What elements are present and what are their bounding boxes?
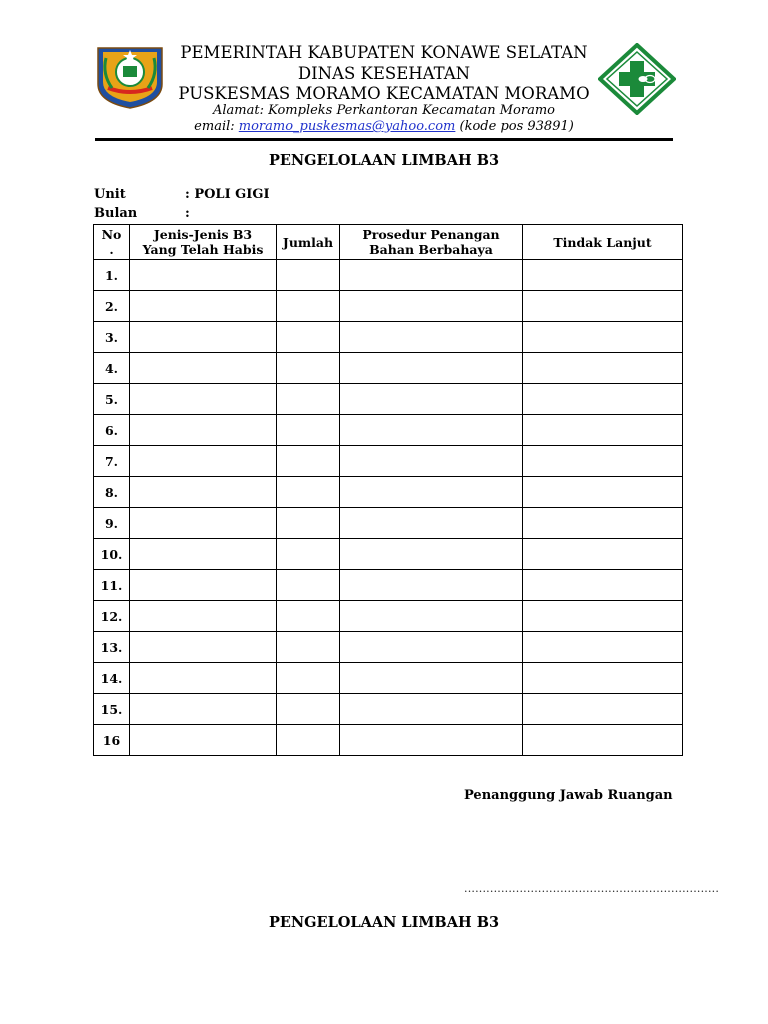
table-row <box>94 477 683 508</box>
cell-jenis[interactable] <box>130 477 277 508</box>
cell-prosedur[interactable] <box>340 508 523 539</box>
cell-jumlah[interactable] <box>277 446 340 477</box>
cell-prosedur[interactable] <box>340 632 523 663</box>
table-row <box>94 446 683 477</box>
table-row <box>94 539 683 570</box>
table-row <box>94 663 683 694</box>
header-divider <box>95 138 673 141</box>
row-number: 12. <box>94 601 130 632</box>
table-row <box>94 694 683 725</box>
row-number: 10. <box>94 539 130 570</box>
cell-jumlah[interactable] <box>277 353 340 384</box>
cell-tindak[interactable] <box>523 446 683 477</box>
header-line-puskesmas: PUSKESMAS MORAMO KECAMATAN MORAMO <box>178 84 590 103</box>
header-no: No . <box>94 225 130 260</box>
cell-tindak[interactable] <box>523 384 683 415</box>
cell-prosedur[interactable] <box>340 694 523 725</box>
header-jumlah: Jumlah <box>277 225 340 260</box>
cell-jumlah[interactable] <box>277 384 340 415</box>
cell-prosedur[interactable] <box>340 477 523 508</box>
cell-jumlah[interactable] <box>277 291 340 322</box>
header-line-department: DINAS KESEHATAN <box>297 64 471 83</box>
cell-jumlah[interactable] <box>277 260 340 291</box>
cell-tindak[interactable] <box>523 415 683 446</box>
cell-jenis[interactable] <box>130 322 277 353</box>
cell-prosedur[interactable] <box>340 291 523 322</box>
cell-jumlah[interactable] <box>277 570 340 601</box>
cell-jumlah[interactable] <box>277 601 340 632</box>
cell-tindak[interactable] <box>523 260 683 291</box>
cell-prosedur[interactable] <box>340 601 523 632</box>
cell-tindak[interactable] <box>523 291 683 322</box>
signature-line: ..................................................................... <box>464 882 720 895</box>
table-row <box>94 260 683 291</box>
cell-jenis[interactable] <box>130 291 277 322</box>
postal-code: (kode pos 93891) <box>459 119 574 134</box>
cell-jumlah[interactable] <box>277 508 340 539</box>
cell-jumlah[interactable] <box>277 663 340 694</box>
cell-prosedur[interactable] <box>340 353 523 384</box>
cell-prosedur[interactable] <box>340 570 523 601</box>
email-link[interactable]: moramo_puskesmas@yahoo.com <box>238 119 456 134</box>
cell-jumlah[interactable] <box>277 477 340 508</box>
cell-prosedur[interactable] <box>340 663 523 694</box>
document-title: PENGELOLAAN LIMBAH B3 <box>268 152 500 169</box>
cell-tindak[interactable] <box>523 663 683 694</box>
cell-jenis[interactable] <box>130 632 277 663</box>
cell-tindak[interactable] <box>523 601 683 632</box>
cell-jenis[interactable] <box>130 384 277 415</box>
row-number: 11. <box>94 570 130 601</box>
table-row <box>94 570 683 601</box>
row-number: 8. <box>94 477 130 508</box>
cell-jenis[interactable] <box>130 260 277 291</box>
cell-prosedur[interactable] <box>340 415 523 446</box>
cell-prosedur[interactable] <box>340 384 523 415</box>
cell-prosedur[interactable] <box>340 260 523 291</box>
cell-jumlah[interactable] <box>277 415 340 446</box>
table-row <box>94 291 683 322</box>
table-row <box>94 384 683 415</box>
cell-jenis[interactable] <box>130 570 277 601</box>
row-number: 15. <box>94 694 130 725</box>
cell-jenis[interactable] <box>130 508 277 539</box>
bulan-value: : <box>185 206 190 221</box>
table-row <box>94 725 683 756</box>
cell-tindak[interactable] <box>523 570 683 601</box>
cell-jenis[interactable] <box>130 539 277 570</box>
signature-label: Penanggung Jawab Ruangan <box>464 788 673 803</box>
table-row <box>94 322 683 353</box>
row-number: 3. <box>94 322 130 353</box>
cell-jenis[interactable] <box>130 446 277 477</box>
unit-field <box>94 187 270 202</box>
table-row <box>94 508 683 539</box>
bulan-field <box>94 206 190 221</box>
cell-jumlah[interactable] <box>277 322 340 353</box>
row-number: 5. <box>94 384 130 415</box>
cell-jenis[interactable] <box>130 415 277 446</box>
cell-prosedur[interactable] <box>340 539 523 570</box>
row-number: 14. <box>94 663 130 694</box>
cell-tindak[interactable] <box>523 322 683 353</box>
header-prosedur: Prosedur Penangan Bahan Berbahaya <box>340 225 523 260</box>
row-number: 16 <box>94 725 130 756</box>
row-number: 4. <box>94 353 130 384</box>
table-row <box>94 415 683 446</box>
cell-tindak[interactable] <box>523 694 683 725</box>
cell-jenis[interactable] <box>130 694 277 725</box>
cell-jumlah[interactable] <box>277 632 340 663</box>
cell-tindak[interactable] <box>523 477 683 508</box>
cell-prosedur[interactable] <box>340 725 523 756</box>
row-number: 1. <box>94 260 130 291</box>
email-label: email: <box>194 119 235 134</box>
cell-jenis[interactable] <box>130 663 277 694</box>
header-address: Alamat: Kompleks Perkantoran Kecamatan Moramo <box>213 103 555 118</box>
cell-tindak[interactable] <box>523 539 683 570</box>
header-contact <box>0 119 768 134</box>
cell-jenis[interactable] <box>130 353 277 384</box>
cell-prosedur[interactable] <box>340 322 523 353</box>
cell-prosedur[interactable] <box>340 446 523 477</box>
cell-jenis[interactable] <box>130 601 277 632</box>
unit-label: Unit <box>94 187 126 202</box>
cell-jenis[interactable] <box>130 725 277 756</box>
waste-table <box>93 224 683 756</box>
row-number: 9. <box>94 508 130 539</box>
table-row <box>94 632 683 663</box>
cell-tindak[interactable] <box>523 353 683 384</box>
bulan-label: Bulan <box>94 206 138 221</box>
row-number: 6. <box>94 415 130 446</box>
table-row <box>94 353 683 384</box>
header-jenis: Jenis-Jenis B3 Yang Telah Habis <box>130 225 277 260</box>
cell-tindak[interactable] <box>523 632 683 663</box>
next-document-title: PENGELOLAAN LIMBAH B3 <box>268 914 500 931</box>
cell-tindak[interactable] <box>523 725 683 756</box>
cell-tindak[interactable] <box>523 508 683 539</box>
unit-value: : POLI GIGI <box>185 187 270 202</box>
row-number: 13. <box>94 632 130 663</box>
header-tindak: Tindak Lanjut <box>523 225 683 260</box>
header-line-government: PEMERINTAH KABUPATEN KONAWE SELATAN <box>180 43 588 62</box>
cell-jumlah[interactable] <box>277 694 340 725</box>
row-number: 2. <box>94 291 130 322</box>
table-header-row <box>94 225 683 260</box>
cell-jumlah[interactable] <box>277 539 340 570</box>
cell-jumlah[interactable] <box>277 725 340 756</box>
table-row <box>94 601 683 632</box>
row-number: 7. <box>94 446 130 477</box>
